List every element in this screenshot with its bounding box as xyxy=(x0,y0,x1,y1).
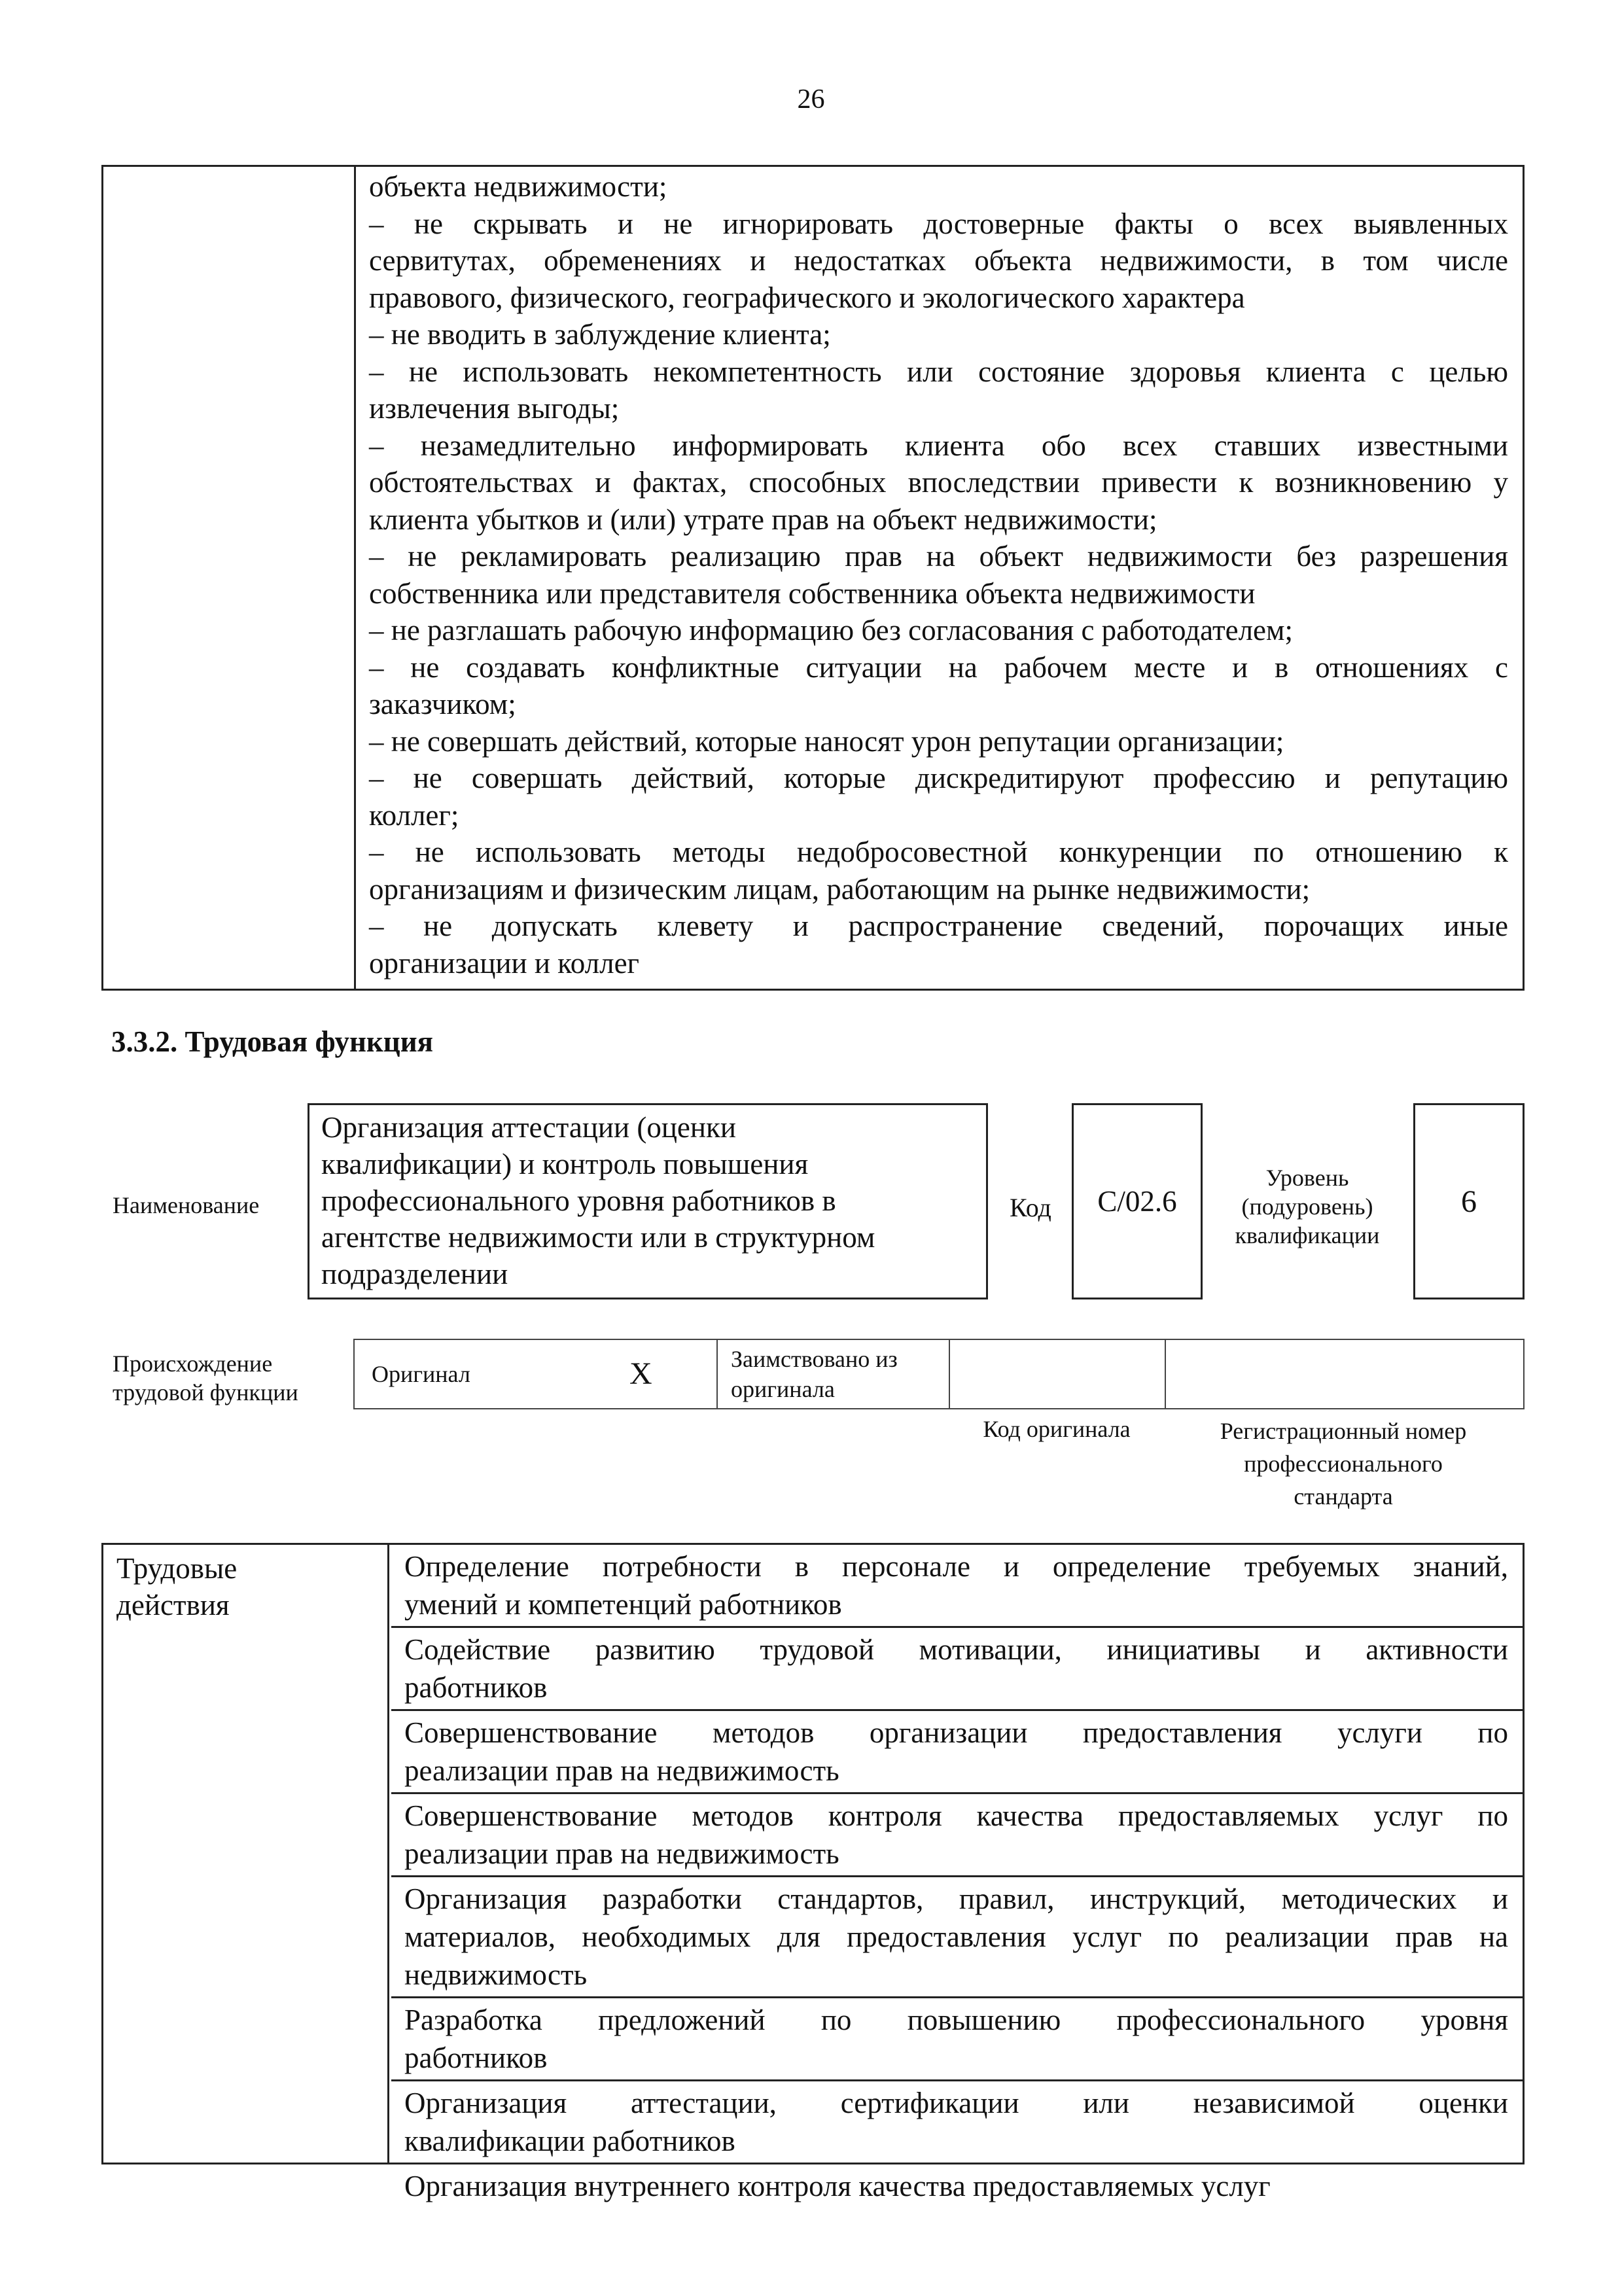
ethics-line: заказчиком; xyxy=(369,688,516,720)
ethics-line: коллег; xyxy=(369,798,459,832)
function-name-box xyxy=(308,1103,988,1299)
code-caption: Код оригинала xyxy=(983,1416,1131,1442)
origin-table xyxy=(353,1339,1525,1409)
action-row xyxy=(391,2081,1523,2164)
action-line: недвижимость xyxy=(404,1958,588,1991)
origin-code-cell xyxy=(950,1340,1166,1408)
ethics-line: – не использовать некомпетентность или состояние здоровья клиента с целью xyxy=(369,355,1508,388)
level-label-line: Уровень xyxy=(1265,1165,1349,1191)
code-value: C/02.6 xyxy=(1072,1103,1203,1299)
ethics-line: клиента убытков и (или) утрате прав на объект недвижимости; xyxy=(369,503,1157,536)
reg-caption-line: Регистрационный номер xyxy=(1220,1418,1467,1444)
action-line: реализации прав на недвижимость xyxy=(404,1837,839,1870)
level-label-line: квалификации xyxy=(1235,1222,1380,1248)
reg-caption xyxy=(1165,1415,1522,1513)
actions-label-line: Трудовые xyxy=(116,1552,238,1585)
function-name-line: подразделении xyxy=(321,1258,508,1290)
borrowed-label-line: оригинала xyxy=(731,1376,835,1402)
origin-label-line: Происхождение xyxy=(113,1351,273,1377)
action-line: Определение потребности в персонале и определение требуемых знаний, xyxy=(404,1550,1508,1583)
action-row xyxy=(391,1998,1523,2081)
action-line: работников xyxy=(404,2041,548,2074)
original-label: Оригинал xyxy=(372,1361,470,1387)
function-name-line: профессионального уровня работников в xyxy=(321,1184,836,1217)
level-label xyxy=(1216,1163,1399,1250)
ethics-line: правового, физического, географического и экологического характера xyxy=(369,281,1245,314)
action-line: реализации прав на недвижимость xyxy=(404,1754,839,1787)
actions-table xyxy=(101,1543,1525,2202)
action-line: Организация внутреннего контроля качества предоставляемых услуг xyxy=(404,2170,1271,2202)
origin-label xyxy=(113,1349,298,1407)
function-name-line: агентстве недвижимости или в структурном xyxy=(321,1221,875,1254)
actions-label-line: действия xyxy=(116,1589,230,1621)
ethics-line: – не создавать конфликтные ситуации на рабочем месте и в отношениях с xyxy=(369,650,1508,684)
action-line: работников xyxy=(404,1671,548,1704)
function-name-line: квалификации) и контроль повышения xyxy=(321,1148,809,1180)
action-line: Содействие развитию трудовой мотивации, инициативы и активности xyxy=(404,1633,1508,1666)
level-value: 6 xyxy=(1413,1103,1525,1299)
code-label: Код xyxy=(1010,1193,1051,1222)
ethics-table-label-cell xyxy=(103,167,356,989)
ethics-line: обстоятельствах и фактах, способных впоследствии привести к возникновению у xyxy=(369,466,1508,499)
ethics-line: – не совершать действий, которые наносят урон репутации организации; xyxy=(369,724,1284,758)
origin-label-line: трудовой функции xyxy=(113,1379,298,1405)
action-line: умений и компетенций работников xyxy=(404,1588,842,1621)
ethics-line: собственника или представителя собственника объекта недвижимости xyxy=(369,576,1256,610)
ethics-line: – не рекламировать реализацию прав на объект недвижимости без разрешения xyxy=(369,540,1508,573)
action-line: Совершенствование методов контроля качества предоставляемых услуг по xyxy=(404,1799,1508,1832)
action-row xyxy=(391,1711,1523,1794)
reg-caption-line: профессионального xyxy=(1244,1451,1443,1477)
action-row xyxy=(391,1877,1523,1998)
ethics-line: сервитутах, обременениях и недостатках объекта недвижимости, в том числе xyxy=(369,244,1508,277)
action-line: Организация разработки стандартов, правил, инструкций, методических и xyxy=(404,1882,1508,1915)
original-mark: X xyxy=(629,1356,652,1391)
action-line: материалов, необходимых для предоставления услуг по реализации прав на xyxy=(404,1920,1508,1953)
ethics-line: – не использовать методы недобросовестной конкуренции по отношению к xyxy=(369,836,1508,868)
ethics-line: – не совершать действий, которые дискредитируют профессию и репутацию xyxy=(369,762,1508,794)
ethics-line: – не скрывать и не игнорировать достоверные факты о всех выявленных xyxy=(369,207,1508,240)
action-row xyxy=(391,1628,1523,1711)
level-label-line: (подуровень) xyxy=(1241,1193,1373,1220)
ethics-line: организации и коллег xyxy=(369,946,639,980)
action-row xyxy=(391,2164,1523,2208)
ethics-line: – незамедлительно информировать клиента обо всех ставших известными xyxy=(369,429,1508,462)
origin-original-cell xyxy=(355,1340,718,1408)
actions-rows xyxy=(391,1545,1523,2202)
action-row xyxy=(391,1794,1523,1877)
ethics-line: – не разглашать рабочую информацию без согласования с работодателем; xyxy=(369,614,1293,646)
action-row xyxy=(391,1545,1523,1628)
borrowed-label xyxy=(731,1344,898,1404)
action-line: Разработка предложений по повышению профессионального уровня xyxy=(404,2004,1508,2036)
action-line: Организация аттестации, сертификации или независимой оценки xyxy=(404,2087,1508,2119)
ethics-line: – не допускать клевету и распространение сведений, порочащих иные xyxy=(369,910,1508,942)
section-title: 3.3.2. Трудовая функция xyxy=(111,1025,434,1058)
origin-borrowed-cell xyxy=(718,1340,950,1408)
action-line: квалификации работников xyxy=(404,2125,735,2157)
ethics-table xyxy=(101,165,1525,991)
page-number: 26 xyxy=(797,84,825,115)
function-name-line: Организация аттестации (оценки xyxy=(321,1111,736,1144)
reg-caption-line: стандарта xyxy=(1294,1483,1393,1510)
action-line: Совершенствование методов организации предоставления услуги по xyxy=(404,1716,1508,1749)
ethics-line: извлечения выгоды; xyxy=(369,392,620,425)
ethics-line: – не вводить в заблуждение клиента; xyxy=(369,318,831,351)
ethics-line: объекта недвижимости; xyxy=(369,170,667,203)
name-label: Наименование xyxy=(113,1192,260,1218)
ethics-line: организациям и физическим лицам, работающим на рынке недвижимости; xyxy=(369,872,1311,906)
origin-reg-number-cell xyxy=(1166,1340,1523,1408)
actions-label-cell xyxy=(103,1545,389,2163)
borrowed-label-line: Заимствовано из xyxy=(731,1346,898,1372)
ethics-table-content-cell xyxy=(356,167,1523,989)
